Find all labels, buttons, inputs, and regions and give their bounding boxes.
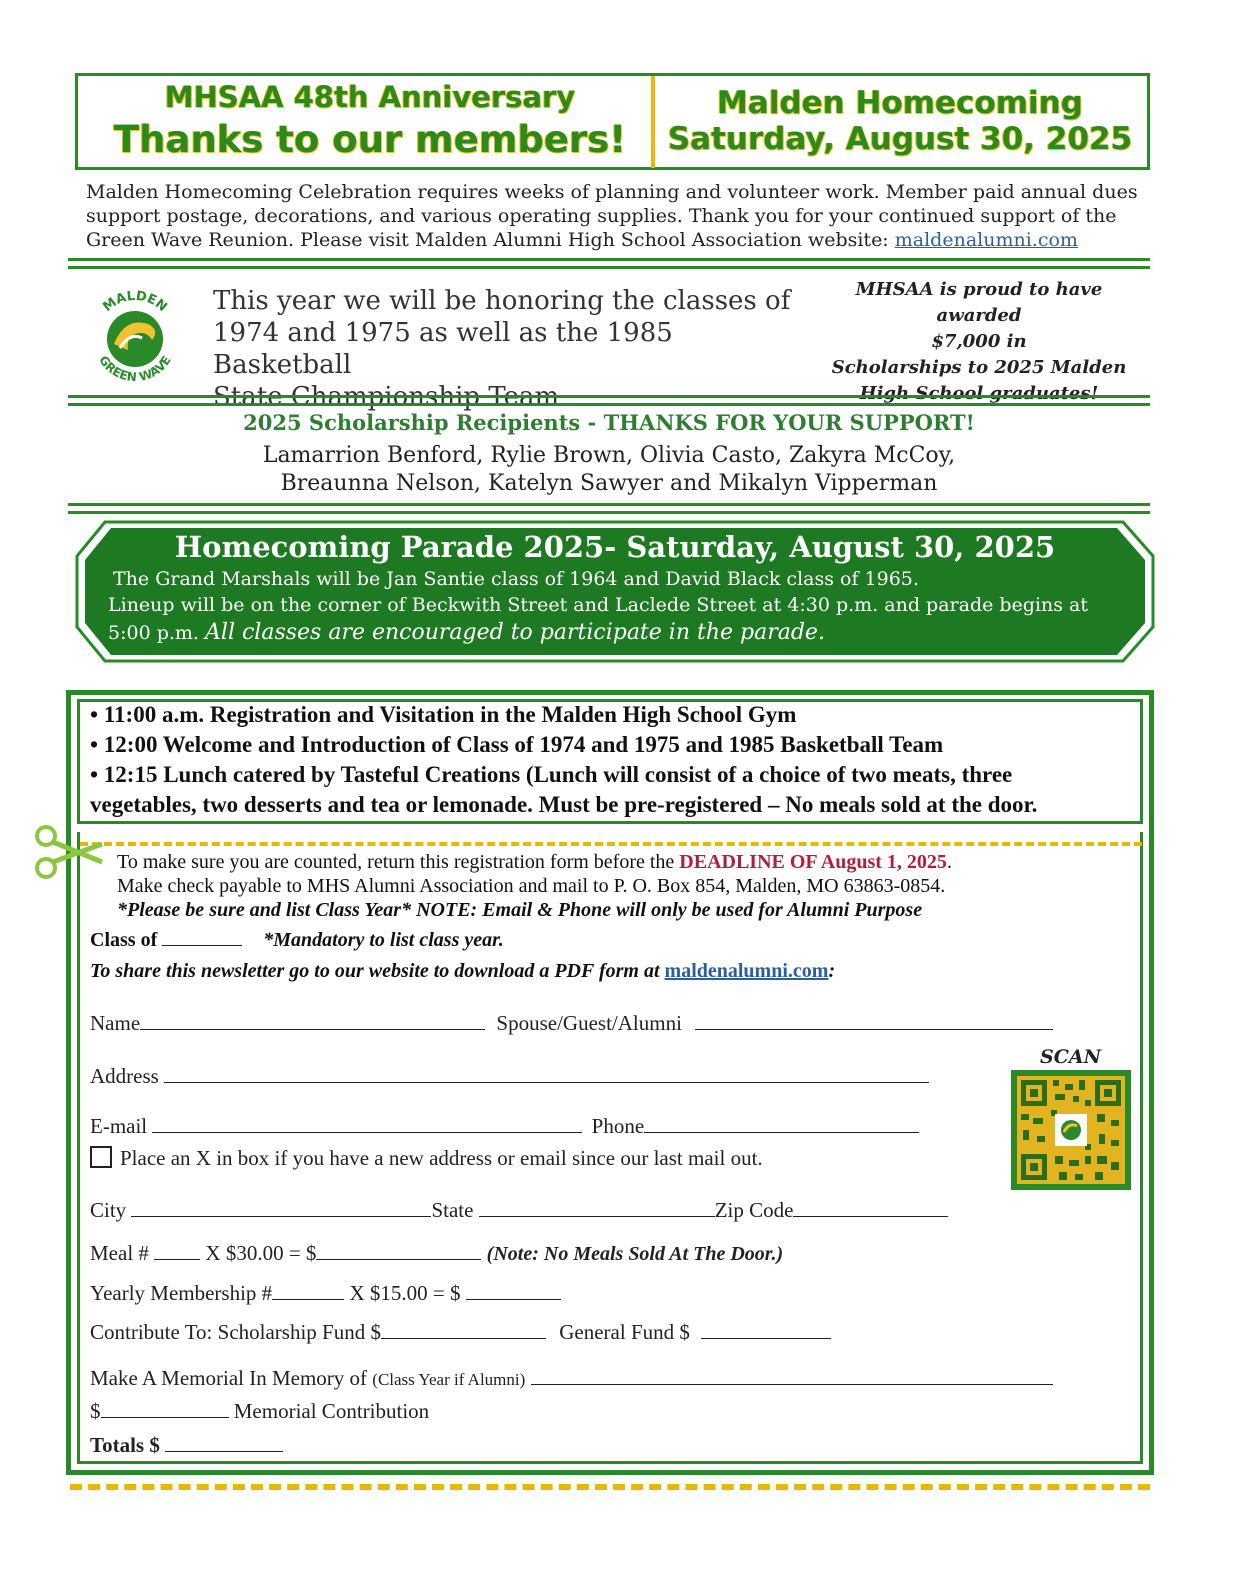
share-text: To share this newsletter go to our website to download a PDF form at [90, 960, 665, 982]
memorial-name-field[interactable] [531, 1366, 1053, 1385]
event-welcome: • 12:00 Welcome and Introduction of Class of 1974 and 1975 and 1985 Basketball Team [90, 732, 944, 757]
zip-label: Zip Code [714, 1198, 794, 1222]
email-label: E-mail [90, 1114, 148, 1138]
deadline-text: DEADLINE OF August 1, 2025 [679, 851, 947, 873]
name-row [90, 1011, 1053, 1036]
spouse-field[interactable] [695, 1011, 1053, 1030]
honor-line: This year we will be honoring the classes of [213, 286, 791, 316]
parade-lineup: Lineup will be on the corner of Beckwith Street and Laclede Street at 4:30 p.m. and parade begins at [108, 594, 1089, 616]
membership-price: X $15.00 = $ [349, 1281, 461, 1305]
membership-row [90, 1281, 561, 1306]
logo-top-text: MALDEN [100, 288, 170, 316]
honor-line: 1974 and 1975 as well as the 1985 Basketball [213, 318, 673, 380]
class-note: *Mandatory to list class year. [263, 929, 504, 951]
memorial-row [90, 1366, 1053, 1391]
names-line: Breaunna Nelson, Katelyn Sawyer and Mikalyn Vipperman [280, 471, 938, 496]
parade-marshals: The Grand Marshals will be Jan Santie class of 1964 and David Black class of 1965. [113, 568, 919, 590]
instruction-text: To make sure you are counted, return this registration form before the [117, 851, 680, 873]
qr-pattern [1011, 1070, 1131, 1190]
event-registration: • 11:00 a.m. Registration and Visitation in the Malden High School Gym [90, 702, 797, 727]
memorial-dollar: $ [90, 1399, 101, 1423]
meal-row [90, 1241, 783, 1266]
meal-note: (Note: No Meals Sold At The Door.) [486, 1243, 784, 1265]
divider-top [68, 258, 1150, 269]
phone-field[interactable] [644, 1114, 919, 1133]
names-line: Lamarrion Benford, Rylie Brown, Olivia Casto, Zakyra McCoy, [262, 443, 956, 468]
share-row [90, 959, 835, 983]
award-line: High School graduates! [859, 383, 1099, 404]
address-field[interactable] [164, 1064, 929, 1083]
name-field[interactable] [140, 1011, 485, 1030]
parade-encourage: All classes are encouraged to participate in the parade. [205, 620, 825, 645]
parade-time [108, 620, 825, 645]
scholarship-fund-label: Contribute To: Scholarship Fund $ [90, 1320, 381, 1344]
city-label: City [90, 1198, 127, 1222]
totals-row [90, 1433, 283, 1458]
memorial-note: (Class Year if Alumni) [372, 1370, 526, 1389]
scholarship-title: 2025 Scholarship Recipients - THANKS FOR YOUR SUPPORT! [243, 410, 975, 435]
anniversary-title: MHSAA 48th Anniversary [164, 80, 576, 114]
divider-middle [68, 395, 1150, 406]
address-label: Address [90, 1064, 159, 1088]
scan-label: SCAN [1040, 1046, 1101, 1068]
zip-field[interactable] [793, 1198, 948, 1217]
honor-text [213, 285, 793, 413]
city-row [90, 1198, 948, 1223]
contribute-row [90, 1320, 831, 1345]
totals-label: Totals $ [90, 1433, 160, 1457]
email-row [90, 1114, 919, 1139]
meal-price: X $30.00 = $ [205, 1241, 317, 1265]
checkbox-label: Place an X in box if you have a new address or email since our last mail out. [120, 1146, 763, 1170]
scholarship-fund-field[interactable] [381, 1320, 546, 1339]
totals-field[interactable] [165, 1433, 283, 1452]
honor-line: State Championship Team [213, 382, 560, 412]
instruction-note: *Please be sure and list Class Year* NOTE: Email & Phone will only be used for Alumni Purpose [117, 899, 923, 921]
event-lunch-cont: vegetables, two desserts and tea or lemonade. Must be pre-registered – No meals sold at the door. [90, 792, 1038, 817]
meal-total-field[interactable] [316, 1241, 481, 1260]
address-row [90, 1064, 929, 1089]
share-link[interactable]: maldenalumni.com [664, 960, 829, 982]
intro-paragraph [86, 180, 1146, 252]
scholarship-award [820, 277, 1138, 407]
divider-lower [68, 503, 1150, 514]
new-address-row [90, 1146, 763, 1171]
award-line: MHSAA is proud to have awarded [855, 279, 1103, 326]
meal-count-field[interactable] [154, 1241, 200, 1260]
memorial-contribution-label: Memorial Contribution [233, 1399, 430, 1423]
state-field[interactable] [479, 1198, 715, 1217]
general-fund-field[interactable] [701, 1320, 831, 1339]
class-of-label: Class of [90, 929, 158, 951]
homecoming-date: Saturday, August 30, 2025 [667, 121, 1133, 157]
general-fund-label: General Fund $ [559, 1320, 690, 1344]
email-field[interactable] [152, 1114, 582, 1133]
header-divider [651, 76, 655, 168]
bottom-border [70, 1484, 1150, 1490]
event-lunch: • 12:15 Lunch catered by Tasteful Creations (Lunch will consist of a choice of two meats, three [90, 762, 1013, 787]
parade-title: Homecoming Parade 2025- Saturday, August 30, 2025 [174, 530, 1056, 564]
homecoming-title: Malden Homecoming [717, 85, 1083, 121]
class-of-row [90, 927, 504, 952]
instruction-deadline [117, 850, 952, 874]
phone-label: Phone [591, 1114, 645, 1138]
website-link[interactable]: maldenalumni.com [894, 229, 1078, 251]
meal-label: Meal # [90, 1241, 149, 1265]
membership-total-field[interactable] [466, 1281, 561, 1300]
memorial-label: Make A Memorial In Memory of [90, 1366, 373, 1390]
parade-time-text: 5:00 p.m. [108, 622, 206, 644]
intro-text: Malden Homecoming Celebration requires weeks of planning and volunteer work. Member paid annual dues support postage, decorations, and various operating supplies. Thank you for your continued support of the Green Wave Reunion. Please visit Malden Alumni High School Association website: [86, 181, 1138, 251]
scholarship-names [68, 442, 1150, 498]
share-end: : [828, 960, 836, 982]
instruction-end: . [946, 851, 952, 873]
scissors-icon [30, 822, 110, 884]
award-line: $7,000 in [931, 331, 1027, 352]
name-label: Name [90, 1011, 141, 1035]
qr-code[interactable] [1011, 1070, 1131, 1190]
membership-label: Yearly Membership # [90, 1281, 273, 1305]
new-address-checkbox[interactable] [90, 1146, 112, 1168]
memorial-contribution-row [90, 1399, 429, 1424]
thanks-title: Thanks to our members! [113, 118, 627, 161]
spouse-label: Spouse/Guest/Alumni [496, 1011, 682, 1035]
memorial-amount-field[interactable] [101, 1399, 229, 1418]
state-label: State [431, 1198, 474, 1222]
cut-line [80, 842, 1142, 846]
instruction-mail: Make check payable to MHS Alumni Association and mail to P. O. Box 854, Malden, MO 63863-0854. [117, 875, 946, 897]
class-year-field[interactable] [162, 927, 242, 946]
logo-bottom-text: GREEN WAVE [96, 353, 174, 385]
green-wave-logo [80, 282, 190, 392]
city-field[interactable] [131, 1198, 431, 1217]
membership-count-field[interactable] [272, 1281, 344, 1300]
award-line: Scholarships to 2025 Malden [831, 357, 1127, 378]
